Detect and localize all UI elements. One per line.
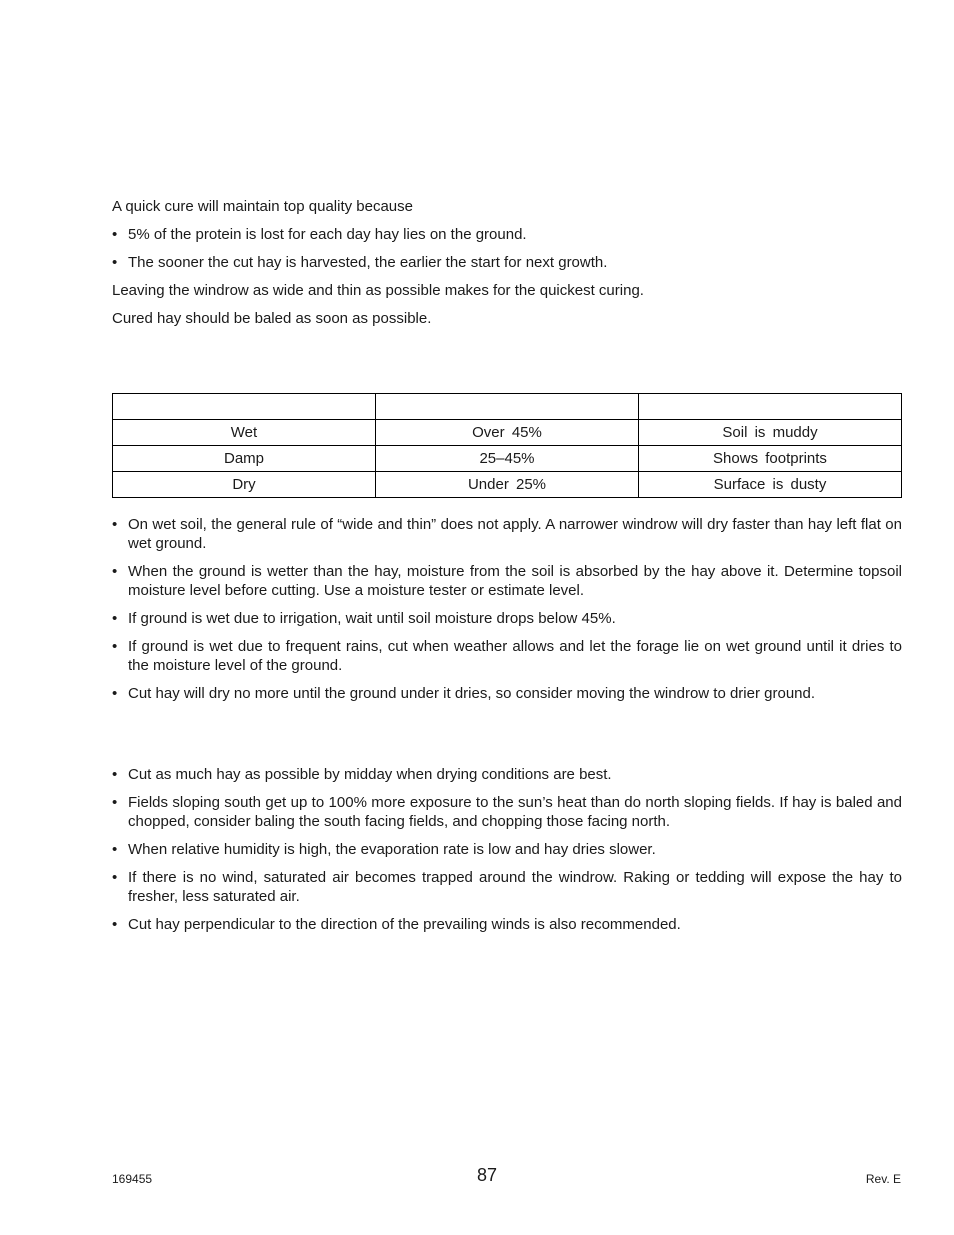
list-item xyxy=(112,253,902,272)
cell-text: Under 25% xyxy=(467,476,547,493)
list-item-text: The sooner the cut hay is harvested, the earlier the start for next growth. xyxy=(128,254,608,271)
bullet-dot: • xyxy=(112,516,118,533)
table-row xyxy=(113,472,902,498)
list-item-text: If ground is wet due to irrigation, wait until soil moisture drops below 45%. xyxy=(128,610,616,627)
bullet-dot: • xyxy=(112,685,118,702)
table-row xyxy=(113,446,902,472)
list-item-text: Fields sloping south get up to 100% more exposure to the sun’s heat than do north sloping fields. If hay is baled and chopped, consider baling the south facing fields, and chopping those facing north. xyxy=(128,794,902,830)
intro-paragraph: Cured hay should be baled as soon as possible. xyxy=(112,310,432,327)
list-item xyxy=(112,609,902,628)
list-item xyxy=(112,515,902,553)
list-item-text: If there is no wind, saturated air becomes trapped around the windrow. Raking or tedding will expose the hay to fresher, less saturated air. xyxy=(128,869,902,905)
intro-lead: A quick cure will maintain top quality because xyxy=(112,198,413,215)
bullet-dot: • xyxy=(112,794,118,811)
list-item-text: Cut as much hay as possible by midday when drying conditions are best. xyxy=(128,766,612,783)
list-item-text: Cut hay will dry no more until the ground under it dries, so consider moving the windrow to drier ground. xyxy=(128,685,816,702)
table-cell xyxy=(639,420,902,446)
table-header-cell xyxy=(639,394,902,420)
cell-text: 25–45% xyxy=(479,450,535,467)
table-cell xyxy=(376,472,639,498)
list-item-text: When the ground is wetter than the hay, moisture from the soil is absorbed by the hay above it. Determine topsoil moisture level before cutting. Use a moisture tester or estimate level. xyxy=(128,563,902,599)
bullet-dot: • xyxy=(112,610,118,627)
document-number: 169455 xyxy=(112,1172,153,1186)
list-item xyxy=(112,225,902,244)
list-item-text: 5% of the protein is lost for each day hay lies on the ground. xyxy=(128,226,527,243)
list-item xyxy=(112,562,902,600)
bullet-dot: • xyxy=(112,916,118,933)
bullet-dot: • xyxy=(112,226,118,243)
table-cell xyxy=(639,472,902,498)
table-cell xyxy=(113,472,376,498)
table-header-row xyxy=(113,394,902,420)
bullet-dot: • xyxy=(112,638,118,655)
soil-moisture-table xyxy=(112,393,902,498)
list-item-text: Cut hay perpendicular to the direction of the prevailing winds is also recommended. xyxy=(128,916,681,933)
list-item xyxy=(112,915,902,934)
bullet-dot: • xyxy=(112,869,118,886)
cell-text: Wet xyxy=(230,424,258,441)
table-cell xyxy=(113,420,376,446)
list-item xyxy=(112,868,902,906)
list-item-text: If ground is wet due to frequent rains, cut when weather allows and let the forage lie on wet ground until it dries to the moisture level of the ground. xyxy=(128,638,902,674)
list-item-text: When relative humidity is high, the evaporation rate is low and hay dries slower. xyxy=(128,841,656,858)
cell-text: Soil is muddy xyxy=(722,424,818,441)
table-cell xyxy=(376,420,639,446)
list-item-text: On wet soil, the general rule of “wide and thin” does not apply. A narrower windrow will dry faster than hay left flat on wet ground. xyxy=(128,516,902,552)
list-item xyxy=(112,684,902,703)
table-row xyxy=(113,420,902,446)
list-item xyxy=(112,637,902,675)
bullet-dot: • xyxy=(112,766,118,783)
cell-text: Damp xyxy=(223,450,264,467)
revision-label: Rev. E xyxy=(865,1172,901,1186)
list-item xyxy=(112,840,902,859)
table-cell xyxy=(376,446,639,472)
page-number: 87 xyxy=(476,1165,498,1185)
intro-paragraph: Leaving the windrow as wide and thin as possible makes for the quickest curing. xyxy=(112,282,644,299)
bullet-dot: • xyxy=(112,563,118,580)
table-header-cell xyxy=(113,394,376,420)
bullet-dot: • xyxy=(112,841,118,858)
list-item xyxy=(112,793,902,831)
cell-text: Dry xyxy=(232,476,256,493)
cell-text: Surface is dusty xyxy=(713,476,827,493)
table-cell xyxy=(113,446,376,472)
bullet-dot: • xyxy=(112,254,118,271)
table-cell xyxy=(639,446,902,472)
list-item xyxy=(112,765,902,784)
cell-text: Shows footprints xyxy=(713,450,827,467)
table-header-cell xyxy=(376,394,639,420)
cell-text: Over 45% xyxy=(472,424,542,441)
